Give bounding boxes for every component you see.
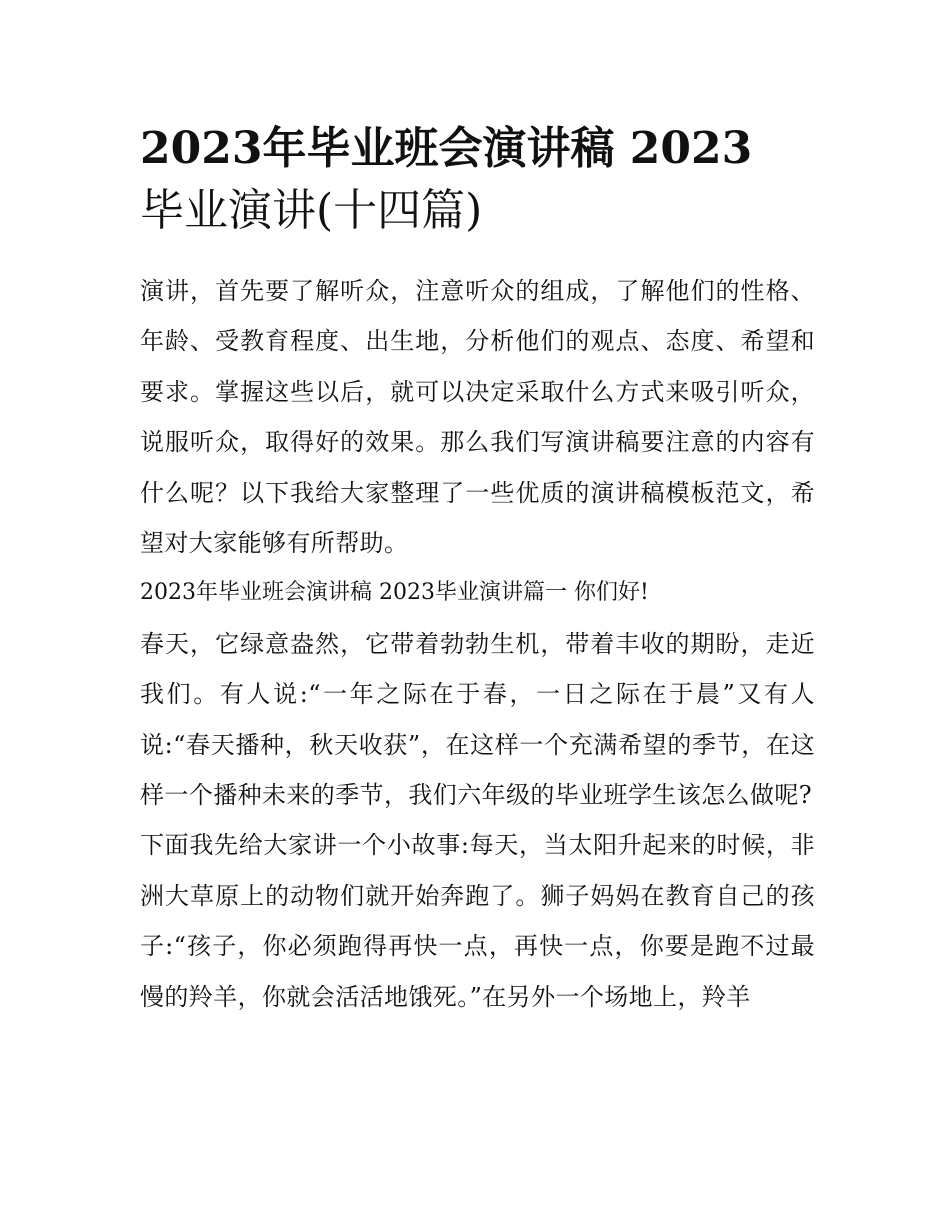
document-title — [140, 118, 815, 242]
section-heading: 2023年毕业班会演讲稿 2023毕业演讲篇一 你们好! — [140, 580, 649, 606]
document-title-line-1: 2023年毕业班会演讲稿 2023 — [140, 123, 753, 174]
document-body — [140, 266, 815, 1022]
body-paragraph-1: 春天，它绿意盎然，它带着勃勃生机，带着丰收的期盼，走近我们。有人说:“一年之际在于春，一日之际在于晨”又有人说:“春天播种，秋天收获”，在这样一个充满希望的季节，在这样一个播种未来的季节，我们六年级的毕业班学生该怎么做呢? — [140, 629, 815, 810]
document-title-line-2: 毕业演讲(十四篇) — [140, 185, 483, 236]
body-paragraph-2: 下面我先给大家讲一个小故事:每天，当太阳升起来的时候，非洲大草原上的动物们就开始奔跑了。狮子妈妈在教育自己的孩子:“孩子，你必须跑得再快一点，再快一点，你要是跑不过最慢的羚羊，你就会活活地饿死。”在另外一个场地上，羚羊 — [140, 831, 815, 1011]
intro-paragraph: 演讲，首先要了解听众，注意听众的组成，了解他们的性格、年龄、受教育程度、出生地，分析他们的观点、态度、希望和要求。掌握这些以后，就可以决定采取什么方式来吸引听众，说服听众，取得好的效果。那么我们写演讲稿要注意的内容有什么呢？以下我给大家整理了一些优质的演讲稿模板范文，希望对大家能够有所帮助。 — [140, 277, 815, 558]
document-page — [140, 118, 815, 1022]
